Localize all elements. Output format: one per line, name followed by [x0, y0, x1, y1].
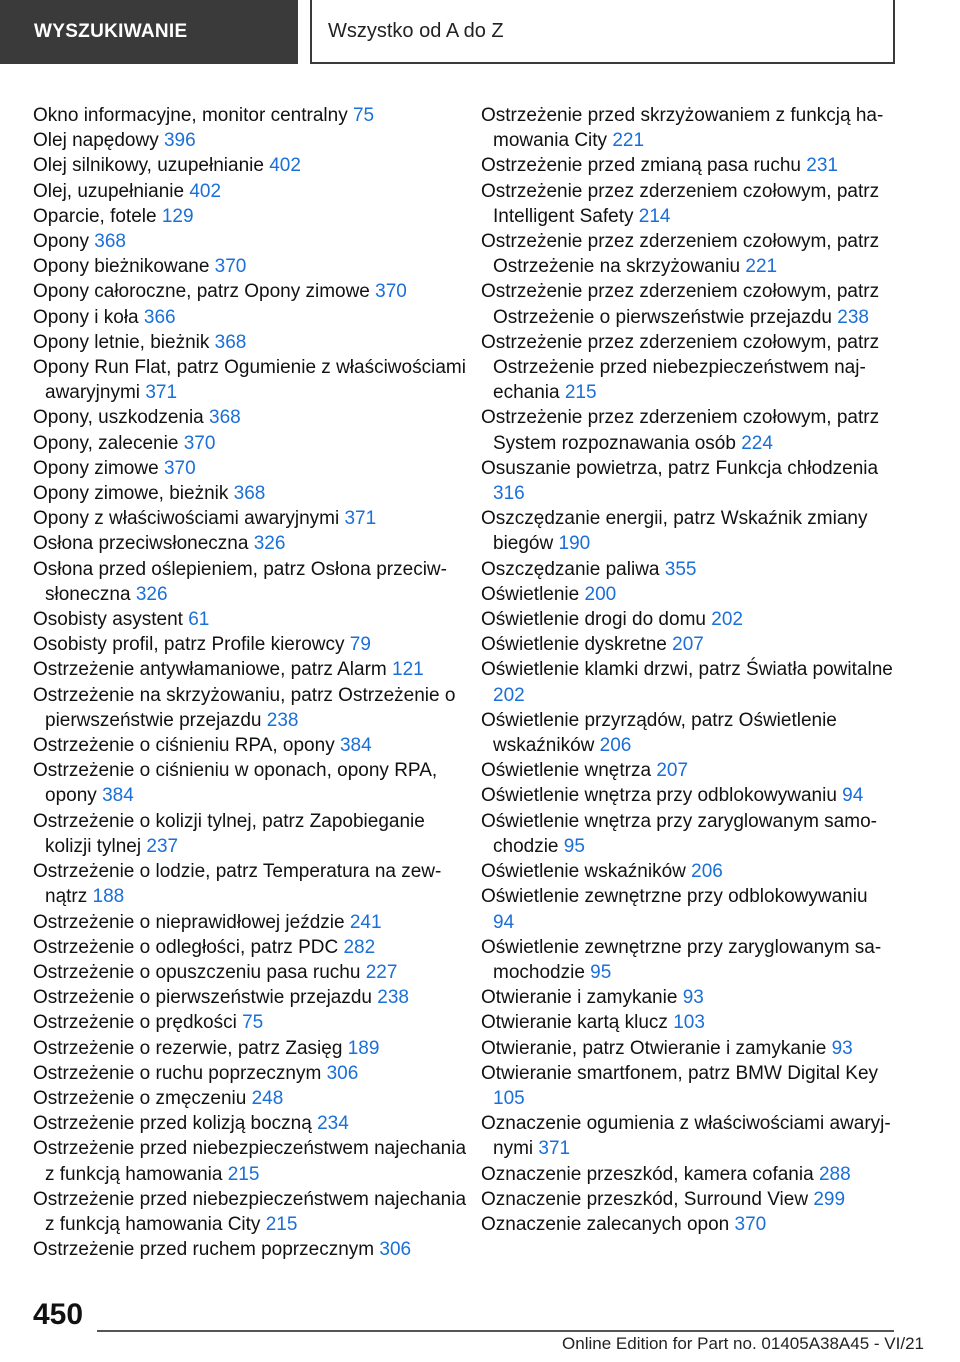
index-term: Ostrzeżenie przed zmianą pasa ruchu: [481, 155, 801, 177]
index-term: Ostrzeżenie antywłamaniowe, patrz Alarm: [33, 659, 387, 681]
index-term: Oświetlenie klamki drzwi, patrz Światła powitalne: [481, 659, 893, 681]
page-link[interactable]: 371: [145, 382, 178, 404]
page-link[interactable]: 221: [745, 256, 778, 278]
index-entry: [481, 582, 893, 607]
index-term: Olej silnikowy, uzupełnianie: [33, 155, 264, 177]
index-column-right: [481, 103, 893, 1237]
index-entry: [33, 1187, 473, 1237]
page-link[interactable]: 206: [599, 735, 632, 757]
page-link[interactable]: 282: [343, 936, 376, 958]
index-entry: [33, 506, 473, 531]
index-entry: [33, 809, 473, 859]
page-link[interactable]: 288: [818, 1163, 851, 1185]
index-entry: [33, 330, 473, 355]
index-entry: [33, 657, 473, 682]
index-term: Osobisty profil, patrz Profile kierowcy: [33, 634, 345, 656]
index-term: Oświetlenie przyrządów, patrz Oświetlenie wskaźników: [481, 709, 837, 757]
page-link[interactable]: 238: [266, 709, 299, 731]
page-link[interactable]: 121: [392, 659, 424, 681]
page-link[interactable]: 75: [352, 105, 375, 126]
edition-note: Online Edition for Part no. 01405A38A45 - VI/21: [562, 1334, 924, 1353]
index-term: Oszczędzanie paliwa: [481, 558, 660, 580]
page-link[interactable]: 384: [102, 785, 134, 807]
index-term: Oznaczenie przeszkód, Surround View: [481, 1188, 809, 1210]
page-link[interactable]: 189: [347, 1037, 380, 1059]
index-term: Oświetlenie wnętrza: [481, 760, 652, 782]
page-link[interactable]: 248: [251, 1087, 284, 1109]
index-entry: [33, 859, 473, 909]
page-link[interactable]: 200: [584, 583, 617, 605]
page-link[interactable]: 202: [711, 609, 743, 631]
index-entry: [33, 1136, 473, 1186]
index-term: Ostrzeżenie o lodzie, patrz Temperatura na zewnątrz: [33, 861, 442, 908]
index-term: Oparcie, fotele: [33, 205, 157, 227]
index-entry: [33, 1111, 473, 1136]
index-entry: [33, 355, 473, 405]
index-term: Osobisty asystent: [33, 609, 183, 631]
index-entry: [33, 179, 473, 204]
index-term: Okno informacyjne, monitor centralny: [33, 105, 348, 126]
index-entry: [33, 935, 473, 960]
index-term: Olej napędowy: [33, 130, 159, 152]
index-entry: [481, 456, 893, 506]
index-entry: [481, 1010, 893, 1035]
index-entry: [33, 204, 473, 229]
index-term: Opony i koła: [33, 306, 139, 328]
index-term: Oświetlenie wnętrza przy zaryglowanym samochodzie: [481, 810, 877, 857]
index-entry: [481, 783, 893, 808]
index-term: Ostrzeżenie o kolizji tylnej, patrz Zapobieganie kolizji tylnej: [33, 810, 425, 857]
index-term: Oznaczenie zalecanych opon: [481, 1213, 730, 1235]
index-term: Opony letnie, bieżnik: [33, 331, 210, 353]
index-entry: [33, 1237, 473, 1262]
index-entry: [33, 305, 473, 330]
page-link[interactable]: 368: [233, 483, 266, 505]
page-link[interactable]: 61: [188, 609, 210, 631]
index-entry: [481, 153, 893, 178]
page-link[interactable]: 370: [214, 256, 247, 278]
index-entry: [33, 456, 473, 481]
index-entry: [481, 557, 893, 582]
index-term: Ostrzeżenie przed kolizją boczną: [33, 1113, 312, 1135]
index-entry: [481, 506, 893, 556]
index-term: Ostrzeżenie przez zderzeniem czołowym, patrz Ostrzeżenie o pierwszeństwie przejazdu: [481, 281, 880, 328]
page-link[interactable]: 129: [161, 205, 194, 227]
index-term: Ostrzeżenie o ciśnieniu w oponach, opony RPA, opony: [33, 760, 438, 807]
index-term: Ostrzeżenie o ruchu poprzecznym: [33, 1062, 322, 1084]
index-entry: [481, 1187, 893, 1212]
index-entry: [481, 884, 893, 934]
page-link[interactable]: 93: [831, 1037, 853, 1059]
index-term: Ostrzeżenie o rezerwie, patrz Zasięg: [33, 1037, 343, 1059]
index-entry: [33, 758, 473, 808]
index-term: Ostrzeżenie przed niebezpieczeństwem najechania z funkcją hamowania: [33, 1138, 467, 1185]
page-link[interactable]: 371: [344, 508, 377, 530]
index-term: Otwieranie i zamykanie: [481, 987, 678, 1009]
index-entry: [33, 481, 473, 506]
page-link[interactable]: 402: [269, 155, 301, 177]
page-link[interactable]: 238: [837, 306, 869, 328]
page-link[interactable]: 95: [590, 961, 612, 983]
page-link[interactable]: 206: [691, 861, 723, 883]
page-link[interactable]: 237: [146, 835, 179, 857]
page-link[interactable]: 215: [227, 1163, 260, 1185]
page-link[interactable]: 326: [135, 583, 168, 605]
index-term: Opony z właściwościami awaryjnymi: [33, 508, 340, 530]
index-entry: [481, 657, 893, 707]
index-entry: [481, 758, 893, 783]
index-entry: [33, 557, 473, 607]
page-link[interactable]: 368: [209, 407, 241, 429]
index-term: Osłona przed oślepieniem, patrz Osłona przeciwsłoneczna: [33, 558, 447, 605]
index-entry: [481, 708, 893, 758]
index-term: Osłona przeciwsłoneczna: [33, 533, 249, 555]
index-term: Opony Run Flat, patrz Ogumienie z właściwościami awaryjnymi: [33, 357, 466, 404]
index-term: Opony: [33, 231, 89, 253]
page-link[interactable]: 79: [349, 634, 371, 656]
page-link[interactable]: 188: [92, 886, 125, 908]
index-term: Ostrzeżenie o odległości, patrz PDC: [33, 936, 339, 958]
page-link[interactable]: 103: [673, 1012, 705, 1034]
index-entry: [33, 128, 473, 153]
index-term: Ostrzeżenie o pierwszeństwie przejazdu: [33, 987, 372, 1009]
index-entry: [33, 405, 473, 430]
page-link[interactable]: 306: [379, 1239, 412, 1261]
index-term: Oświetlenie zewnętrzne przy odblokowywaniu: [481, 886, 868, 908]
index-term: Ostrzeżenie o opuszczeniu pasa ruchu: [33, 961, 361, 983]
page-link[interactable]: 396: [163, 130, 196, 152]
index-entry: [481, 330, 893, 406]
index-entry: [481, 229, 893, 279]
index-term: Oświetlenie wskaźników: [481, 861, 686, 883]
index-term: Ostrzeżenie o zmęczeniu: [33, 1087, 247, 1109]
index-entry: [33, 279, 473, 304]
page-link[interactable]: 355: [664, 558, 697, 580]
page-link[interactable]: 402: [189, 180, 222, 202]
page-link[interactable]: 371: [538, 1138, 571, 1160]
index-entry: [33, 960, 473, 985]
index-entry: [33, 103, 473, 128]
index-term: Otwieranie kartą klucz: [481, 1012, 668, 1034]
index-term: Otwieranie, patrz Otwieranie i zamykanie: [481, 1037, 827, 1059]
page-link[interactable]: 224: [741, 432, 773, 454]
index-entry: [481, 859, 893, 884]
page-link[interactable]: 221: [612, 130, 645, 152]
index-term: Oświetlenie drogi do domu: [481, 609, 706, 631]
index-term: Ostrzeżenie o nieprawidłowej jeździe: [33, 911, 345, 933]
page-link[interactable]: 370: [163, 457, 196, 479]
page-link[interactable]: 370: [375, 281, 407, 303]
index-term: Opony zimowe: [33, 457, 159, 479]
index-entry: [481, 1212, 893, 1237]
page-link[interactable]: 105: [493, 1087, 525, 1109]
page-link[interactable]: 368: [214, 331, 247, 353]
index-term: Opony bieżnikowane: [33, 256, 210, 278]
page-link[interactable]: 231: [806, 155, 838, 177]
index-term: Oświetlenie zewnętrzne przy zaryglowanym samochodzie: [481, 936, 882, 983]
index-term: Ostrzeżenie na skrzyżowaniu, patrz Ostrzeżenie o pierwszeństwie przejazdu: [33, 684, 456, 731]
index-term: Ostrzeżenie przez zderzeniem czołowym, patrz System rozpoznawania osób: [481, 407, 880, 454]
index-term: Oświetlenie dyskretne: [481, 634, 667, 656]
index-entry: [481, 1036, 893, 1061]
subsection-tab[interactable]: Wszystko od A do Z: [310, 0, 895, 64]
index-entry: [33, 431, 473, 456]
page-number: 450: [33, 1298, 84, 1331]
page-link[interactable]: 366: [143, 306, 176, 328]
index-entry: [33, 683, 473, 733]
page-link[interactable]: 299: [813, 1188, 846, 1210]
index-term: Ostrzeżenie przez zderzeniem czołowym, patrz Ostrzeżenie przed niebezpieczeństwem najechania: [481, 331, 880, 404]
index-term: Oświetlenie wnętrza przy odblokowywaniu: [481, 785, 837, 807]
index-entry: [481, 1061, 893, 1111]
index-term: Ostrzeżenie przed skrzyżowaniem z funkcją hamowania City: [481, 105, 884, 152]
index-entry: [481, 809, 893, 859]
index-term: Ostrzeżenie o prędkości: [33, 1012, 237, 1034]
index-term: Opony całoroczne, patrz Opony zimowe: [33, 281, 370, 303]
page-link[interactable]: 95: [563, 835, 585, 857]
index-entry: [33, 254, 473, 279]
page-link[interactable]: 238: [377, 987, 409, 1009]
index-entry: [33, 632, 473, 657]
index-term: Osuszanie powietrza, patrz Funkcja chłodzenia: [481, 457, 879, 479]
page-link[interactable]: 316: [493, 483, 525, 505]
page-link[interactable]: 384: [339, 735, 372, 757]
index-term: Ostrzeżenie przed niebezpieczeństwem najechania z funkcją hamowania City: [33, 1188, 467, 1235]
index-column-left: [33, 103, 473, 1262]
index-term: Oznaczenie przeszkód, kamera cofania: [481, 1163, 814, 1185]
page-link[interactable]: 94: [842, 785, 864, 807]
page-link[interactable]: 94: [493, 911, 515, 933]
index-term: Ostrzeżenie przez zderzeniem czołowym, patrz Ostrzeżenie na skrzyżowaniu: [481, 231, 880, 278]
page-link[interactable]: 326: [253, 533, 286, 555]
index-entry: [481, 103, 893, 153]
index-entry: [481, 179, 893, 229]
page-link[interactable]: 370: [183, 432, 216, 454]
index-term: Oszczędzanie energii, patrz Wskaźnik zmiany biegów: [481, 508, 868, 555]
index-term: Oświetlenie: [481, 583, 580, 605]
index-entry: [481, 279, 893, 329]
index-entry: [33, 1086, 473, 1111]
index-entry: [481, 405, 893, 455]
page-link[interactable]: 214: [638, 205, 671, 227]
page-header: [0, 0, 960, 66]
index-entry: [481, 935, 893, 985]
page-link[interactable]: 190: [558, 533, 591, 555]
index-term: Opony zimowe, bieżnik: [33, 483, 229, 505]
index-entry: [33, 910, 473, 935]
index-entry: [481, 1111, 893, 1161]
index-entry: [33, 1010, 473, 1035]
index-term: Otwieranie smartfonem, patrz BMW Digital Key: [481, 1062, 879, 1084]
index-term: Opony, uszkodzenia: [33, 407, 204, 429]
index-entry: [33, 229, 473, 254]
page-link[interactable]: 202: [493, 684, 525, 706]
index-entry: [481, 607, 893, 632]
page-link[interactable]: 93: [682, 987, 704, 1009]
index-entry: [481, 1162, 893, 1187]
page-link[interactable]: 75: [242, 1012, 264, 1034]
index-entry: [33, 985, 473, 1010]
index-entry: [33, 607, 473, 632]
page-link[interactable]: 215: [564, 382, 597, 404]
page-link[interactable]: 215: [265, 1213, 298, 1235]
index-term: Ostrzeżenie przez zderzeniem czołowym, patrz Intelligent Safety: [481, 180, 880, 227]
section-tab[interactable]: WYSZUKIWANIE: [0, 0, 298, 64]
index-term: Ostrzeżenie przed ruchem poprzecznym: [33, 1239, 375, 1261]
index-entry: [33, 1061, 473, 1086]
page-link[interactable]: 370: [734, 1213, 767, 1235]
page-link[interactable]: 207: [672, 634, 704, 656]
page-link[interactable]: 368: [94, 231, 126, 253]
index-entry: [33, 531, 473, 556]
index-entry: [33, 1036, 473, 1061]
page-link[interactable]: 234: [317, 1113, 349, 1135]
footer-divider: [97, 1330, 894, 1332]
index-term: Oznaczenie ogumienia z właściwościami awaryjnymi: [481, 1113, 891, 1160]
index-term: Opony, zalecenie: [33, 432, 179, 454]
page-link[interactable]: 227: [365, 961, 398, 983]
index-entry: [33, 153, 473, 178]
index-term: Olej, uzupełnianie: [33, 180, 185, 202]
index-entry: [33, 733, 473, 758]
index-entry: [481, 985, 893, 1010]
page-link[interactable]: 306: [326, 1062, 359, 1084]
page-link[interactable]: 207: [656, 760, 689, 782]
page-link[interactable]: 241: [349, 911, 382, 933]
index-term: Ostrzeżenie o ciśnieniu RPA, opony: [33, 735, 335, 757]
index-entry: [481, 632, 893, 657]
